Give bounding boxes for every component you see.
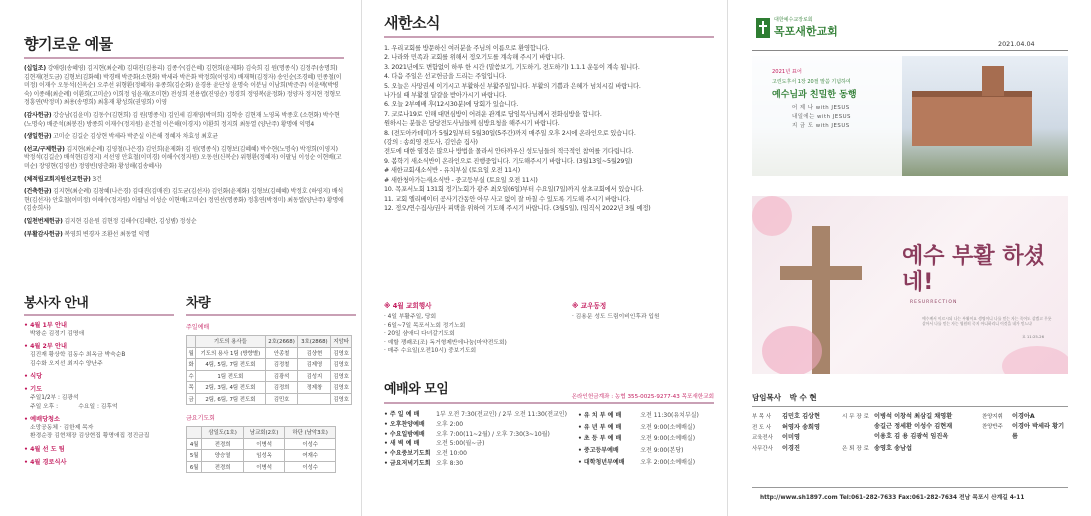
divider [752, 487, 1068, 488]
table-cell: 4팀, 5팀, 7팀 전도회 [196, 359, 266, 371]
table-cell: 이병석 [243, 461, 285, 473]
schedule-item: · 6일~7일 목포서노회 정기노회 [384, 322, 466, 329]
offering-label: (생일헌금) [24, 133, 52, 141]
news-item: 3. 2021년에도 변함없이 하루 한 시간 (말씀보기, 기도하기, 전도하기) 1.1.1 운동이 계속 됩니다. [384, 63, 640, 71]
offering-names: 강승남(김윤미) 김동수(김현희) 김 원(명종식) 김인세 김재영(박미희) 김학송 김현재 노영록 박종호 (소현화) 박수현(노명숙) 배준석(최봉진) 방종희 이재수(정지원) 윤건철 이은해(이경지) 이환희 정지희 최동열 (양난주) 황명애 익명4 [24, 111, 340, 128]
table-cell: 김영호 [331, 393, 352, 405]
worship-time: 오전 9:00(본당) [640, 447, 684, 455]
table-cell [298, 393, 331, 405]
easter-ref: 요 11:25-26 [1022, 334, 1045, 339]
offering-list [24, 65, 344, 239]
left-page [0, 0, 362, 516]
church-photo [752, 56, 1068, 176]
news-item: 6. 오늘 2부예배 후(12시30분)에 당회가 있습니다. [384, 101, 519, 109]
offering-names: 3건 [90, 175, 102, 183]
worship-title: 예배와 모임 [384, 382, 449, 397]
schedule-item: · 4일 부활주일, 당회 [384, 314, 437, 320]
worship-time: 오전 9:00(소예배실) [640, 435, 696, 443]
worship-row [578, 445, 714, 457]
volunteer-head: • 예배당청소 [24, 416, 60, 424]
offering-title: 향기로운 예물 [24, 35, 113, 53]
offering-label: (일천번제헌금) [24, 217, 63, 225]
volunteer-body: 소망공동체 · 김한제 목자 [30, 425, 94, 432]
schedule-item: · 20일 샴애디 다녀갈기도회 [384, 331, 455, 338]
bulletin-date: 2021.04.04 [998, 40, 1035, 48]
worship-row [384, 410, 574, 420]
staff-row [752, 433, 842, 444]
volunteer-body: 주일 오후 : 수요일 : 김후억 [30, 403, 118, 410]
worship-row [384, 439, 574, 449]
table-header: 3호(2868) [298, 336, 331, 348]
offering-names: 김지현 김윤원 김현정 김해수(김혜란, 김성볌) 정성순 [62, 217, 197, 225]
news-item: 원하시는 분들은 담당전도사님들께 심방요청을 해주시기 바랍니다. [384, 120, 560, 128]
fellowship-title: ※ 교우동정 [572, 302, 607, 310]
divider [752, 406, 1068, 407]
volunteer-title: 봉사자 안내 [24, 296, 89, 311]
elder-line: 송길근 정세환 이성수 김현재 [874, 423, 953, 430]
easter-verse: 예수께서 이르시되 나는 부활이요 생명이니 나를 믿는 자는 죽어도 살겠고 무릇 살아서 나를 믿는 자는 영원히 죽지 아니하리니 이것을 네가 믿느냐 [922, 316, 1052, 327]
worship-row [578, 410, 714, 422]
staff-row [752, 423, 842, 434]
staff-table [752, 412, 842, 454]
table-cell: 김민호 [265, 393, 298, 405]
worship-table-left [384, 410, 574, 469]
news-item: # 새한교회새소식반 - 유치부실 (토요일 오전 11시) [384, 167, 520, 175]
volunteer-list [24, 321, 174, 471]
volunteer-body: 환경순장 김현채장 김상현집 황명애집 정진금집 [30, 433, 150, 440]
volunteer-body: 박왕순 김정기 김명애 [30, 331, 85, 337]
schedule-item: · 예할 쟁쾌조(조) 독거형제반에나눔(마약전도회) [384, 339, 507, 346]
news-title: 새한소식 [384, 14, 440, 32]
worship-name: • 수요일밤예배 [384, 430, 425, 438]
worship-name: • 초 등 부 예 배 [578, 435, 622, 443]
table-cell: 1팀 전도회 [196, 370, 266, 382]
vehicle-row [187, 393, 352, 405]
offering-label: (감사헌금) [24, 111, 52, 119]
volunteer-head: • 4월 1부 안내 [24, 322, 67, 329]
table-cell: 목 [187, 382, 196, 394]
offering-block [24, 188, 344, 214]
accomp-label: 찬양반주 [982, 424, 1003, 430]
title-bar [24, 57, 344, 59]
offering-block [24, 176, 344, 185]
news-item: 5. 오늘은 사망권세 이기시고 부활하신 부활주일입니다. 부활의 기쁨과 은혜가 넘치시길 바랍니다. [384, 82, 641, 90]
worship-table-right [578, 410, 714, 469]
fellowship-list [572, 313, 712, 322]
motto-lines [792, 104, 851, 131]
table-cell: 이성수 [285, 461, 336, 473]
news-list [384, 44, 714, 213]
news-item: 7. 코로나19로 인해 대면심방이 어려운 관계로 담임목사님께서 전화심방을 합니다. [384, 110, 602, 118]
staff-role: 교육전사 [752, 435, 773, 441]
cross-beam-horizontal [780, 266, 862, 280]
table-header: 남교회(2호) [243, 427, 285, 439]
table-cell: 김광석 [265, 370, 298, 382]
news-item: 2. 나라와 민족과 교회를 위해서 정오기도를 계속해 주시기 바랍니다. [384, 54, 565, 62]
volunteer-head: • 식당 [24, 373, 43, 381]
table-cell: 4월 [187, 438, 202, 450]
table-cell: 김샹현 [298, 347, 331, 359]
table-cell: 기도의 용사 1팀 (방향별) [196, 347, 266, 359]
table-cell: 안종철 [265, 347, 298, 359]
table-header: 하단 (남악3호) [285, 427, 336, 439]
table-header: 기도의 용사들 [196, 336, 266, 348]
middle-page [362, 0, 728, 516]
schedule-item: · 매주 수요일(오전10시) 중보기도회 [384, 348, 477, 355]
vehicle-sub2: 금요기도회 [186, 415, 215, 422]
news-item: 10. 목포서노회 131회 정기노회가 광주 최오일(6일)부터 수요일(7일)까지 삼초교회에서 있습니다. [384, 186, 644, 194]
table-cell: 2팀, 6팀, 7팀 전도회 [196, 393, 266, 405]
table-cell: 김영호 [331, 359, 352, 371]
vehicle-row [187, 450, 336, 462]
worship-name: • 새 벽 예 배 [384, 440, 420, 448]
worship-row [384, 449, 574, 459]
offering-label: (선교/구제헌금) [24, 145, 65, 153]
vehicle-sub1: 주일예배 [186, 324, 210, 331]
worship-name: • 금요저녁기도회 [384, 459, 431, 467]
news-item: 4. 다음 주일은 선교헌금을 드리는 주일입니다. [384, 73, 507, 81]
account-text: 온라인헌금계좌 : 농협 355-0025-9277-43 목포새한교회 [571, 394, 714, 400]
volunteer-head: • 4월 선 도 팀 [24, 445, 65, 453]
offering-names: 김지현(최순례) 김창혜(나은경) 김대진(김매진) 김도균(김선자) 김인화(윤제화) 김형보(김혜혜) 박정호 (하영지) 배석현(김선자) 안효철(이미정) 이해수(정지원) 이팔님 이성순 이현배(고미순) 정연선(명종화) 정흥연(박정미) 최동열(양난주) 황명애(김송희사) [24, 188, 344, 213]
offering-names: 김지현(최순례) 김영철(나은경) 김인희(윤제화) 김 원(명종식) 김형보(김혜혜) 박수현(노명숙) 박정희(이영지) 박정석(김길순) 배석현(김정지) 서선영 안효철(이미경) 이해수(정지원) 오동선(신복순) 위형환(정혜자) 이팔님 이성순 이현배(고미순) 장영현(김영선) 정영빈(양춘화) 황성해(김송혜사) [24, 145, 342, 170]
denomination: 대한예수교장로회 [774, 17, 813, 23]
table-cell: 김영호 [331, 370, 352, 382]
vehicle-table [186, 335, 352, 405]
vehicle-title: 차량 [186, 296, 211, 311]
worship-time: 오후 7:00(11~2월) / 오후 7:30(3~10월) [436, 430, 550, 438]
volunteer-body: 김진재 황상학 김동수 최옥금 박숙순B [30, 352, 126, 359]
table-cell: 전경희 [202, 438, 244, 450]
table-header [187, 427, 202, 439]
offering-label: (십일조) [24, 65, 46, 72]
motto-line: 어 제 나 with JESUS [792, 105, 850, 111]
worship-row [578, 422, 714, 434]
blossom [762, 326, 822, 374]
news-item: 9. 봄학기 새소식반이 온라인으로 진행중입니다. 기도해주시기 바랍니다. (3월13일~5월29일) [384, 157, 633, 165]
elder-line: 이용호 김 용 김광석 임진옥 [874, 433, 949, 440]
motto-year: 2021년 표어 [772, 69, 802, 75]
motto-line: 지 금 도 with JESUS [792, 123, 850, 129]
church-logo [756, 16, 838, 39]
volunteer-body: 김수화 오지선 최지수 양난주 [30, 360, 103, 367]
church-tower [982, 66, 1004, 96]
right-page [728, 0, 1091, 516]
news-item: 전도에 대한 열정은 많으나 방법을 몰라서 안타까우신 성도님들의 적극적인 참여를 기다립니다. [384, 148, 634, 156]
offering-names: 강애령(송혜영) 김지현(최순례) 김대진(김용리) 김종수(김은혜) 김현희(윤제화) 김숙희 김 원(명종식) 김정주(송명희) 김현재(천도금) 김형보(김화혜) 박경배 박준화(소현화) 박세라 박은화 박정희(이영지) 배재혁(김정자) 송인순(조경혜) 민종철(이미정) 이재수 오동석(신옥순) 오주선 위형환(정혜자) 유종희(김순화) 윤경용 윤단성 윤명숙 이분님 이남희(박준주) 이윤택(박병숙) 이종해(최순례) 이환희(고미순) 이희정 임윤재(조미현) 전성희 전용엽(진영순) 정경희 정영복(윤정화) 정양자 정지현 정형모 정흥연(박정미) 최용(송명희) 최흥재 황성희(권영희) 이영 [24, 65, 342, 107]
footer-contact: http://www.sh1897.com Tel:061-282-7633 Fax:061-282-7634 전남 목포시 산계길 4-11 [760, 495, 1025, 501]
easter-sub: RESURRECTION [910, 300, 958, 305]
worship-time: 오전 9:00(소예배실) [640, 423, 696, 431]
fellowship-item: · 김용문 성도 드림이비인후과 입원 [572, 314, 660, 320]
vehicle-row [187, 359, 352, 371]
volunteer-body: 주일1/2부 : 김광석 [30, 395, 79, 402]
news-item: 12. 정오/연수집사/권사 피택을 위하여 기도해 주시기 바랍니다. (3월5일), (임직식 2022년 3월 예정) [384, 204, 651, 212]
news-item: 나가실 때 부활절 달걀을 받아가시기 바랍니다. [384, 92, 507, 100]
worship-name: • 오후찬양예배 [384, 420, 425, 428]
motto: 예수님과 친밀한 동행 [772, 90, 857, 100]
easter-image [752, 196, 1068, 374]
worship-time: 오전 5:00(월~금) [436, 440, 485, 448]
retired-label: 은 퇴 장 로 [842, 446, 869, 452]
news-item: # 새한청아가는새소식반 - 중고등부실 (토요일 오전 11시) [384, 176, 538, 184]
table-cell: 금 [187, 393, 196, 405]
worship-name: • 중고등부예배 [578, 447, 619, 455]
worship-time: 오전 10:00 [436, 450, 467, 458]
staff-role: 전 도 사 [752, 424, 772, 431]
worship-row [578, 457, 714, 469]
vehicle-row [187, 461, 336, 473]
elders-label: 시 무 장 로 [842, 414, 869, 420]
staff-row [752, 444, 842, 455]
blossom [1002, 346, 1068, 374]
news-item: 1. 우리교회를 방문하신 여러분을 주님의 이름으로 환영합니다. [384, 45, 550, 52]
worship-row [384, 430, 574, 440]
worship-name: • 유 년 부 예 배 [578, 423, 622, 431]
staff-name: 이미영 [782, 434, 800, 441]
table-header [187, 336, 196, 348]
worship-time: 1부 오전 7:30(전교인) / 2부 오전 11:30(전교인) [436, 411, 567, 418]
worship-time: 오후 2:00 [436, 420, 464, 428]
title-bar [186, 314, 356, 316]
schedule-list [384, 313, 559, 356]
honor-label: 찬양지휘 [982, 414, 1003, 420]
worship-row [384, 420, 574, 430]
table-cell: 이성수 [285, 438, 336, 450]
table-cell: 임성옥 [243, 450, 285, 462]
easter-title: 예수 부활 하셨네! [902, 244, 1045, 295]
table-cell: 김성지 [298, 370, 331, 382]
divider [752, 50, 1068, 51]
staff-role: 사무간사 [752, 445, 773, 452]
church-name: 목포새한교회 [774, 25, 838, 38]
offering-block [24, 231, 344, 240]
worship-time: 오후 8:30 [436, 459, 464, 467]
table-cell: 여재수 [285, 450, 336, 462]
worship-row [384, 459, 574, 469]
table-cell: 수 [187, 370, 196, 382]
worship-time: 오후 2:00(소예배실) [640, 458, 696, 466]
honor-name: 이경아A [1012, 413, 1035, 420]
offering-block [24, 146, 344, 172]
table-cell: 김제영 [298, 359, 331, 371]
offering-label: (체적립교회지원선교헌금) [24, 175, 91, 183]
vehicle-row [187, 382, 352, 394]
vehicle-row [187, 370, 352, 382]
title-bar [384, 36, 714, 38]
table-header: 2호(2668) [265, 336, 298, 348]
table-cell: 김영호 [331, 382, 352, 394]
pastor-name: 박 수 현 [789, 393, 817, 402]
table-header: 지암타 [331, 336, 352, 348]
offering-block [24, 112, 344, 129]
accomp-name: 이경아 박세라 황기름 [1012, 423, 1065, 440]
table-cell: 6월 [187, 461, 202, 473]
offering-label: (건축헌금) [24, 188, 52, 196]
staff-row [752, 412, 842, 423]
cross-icon [756, 18, 770, 38]
staff-name: 이경진 [782, 444, 800, 452]
vehicle-row [187, 347, 352, 359]
worship-name: • 주 일 예 배 [384, 411, 420, 418]
worship-name: • 유 치 부 예 배 [578, 411, 622, 419]
worship-row [578, 434, 714, 446]
volunteer-head: • 4월 2부 안내 [24, 343, 67, 351]
table-cell: 이병석 [243, 438, 285, 450]
table-cell: 화 [187, 359, 196, 371]
offering-names: 복영희 변경자 조환선 최동열 익명 [62, 230, 150, 238]
motto-sub: 고린도후서 1장 20절 말씀 기념하여 [772, 79, 851, 85]
table-cell: 김영호 [331, 347, 352, 359]
offering-names: 고미순 김길순 김상현 박세라 박준실 이은해 정혜자 차효성 최호균 [51, 133, 218, 141]
worship-name: • 대학청년부예배 [578, 458, 625, 466]
offering-block [24, 65, 344, 108]
table-cell: 김정철 [265, 359, 298, 371]
worship-name: • 수요중보기도회 [384, 450, 431, 458]
table-cell: 2팀, 3팀, 4팀 전도회 [196, 382, 266, 394]
table-cell: 양승열 [202, 450, 244, 462]
table-cell: 5월 [187, 450, 202, 462]
volunteer-head: • 기도 [24, 386, 43, 394]
news-item: (강의 : 송희영 전도사, 김인순 집사) [384, 139, 478, 147]
title-bar [24, 314, 174, 316]
offering-label: (부활감사헌금) [24, 230, 63, 238]
table-cell: 정제창 [298, 382, 331, 394]
table-cell: 전경희 [202, 461, 244, 473]
schedule-title: ※ 4월 교회행사 [384, 302, 432, 310]
news-item: 8. (전도아카데미)가 5월2일부터 5월30일(5주간)까지 매주일 오후 2시에 온라인으로 있습니다. [384, 129, 636, 137]
elders-list [874, 412, 952, 442]
retired-names: 송영호 송남섭 [874, 445, 913, 452]
title-bar [384, 402, 714, 404]
offering-block [24, 218, 344, 227]
staff-role: 부 목 사 [752, 414, 772, 420]
blossom [752, 196, 792, 236]
worship-time: 오전 11:30(유치부실) [640, 411, 699, 419]
church-building [912, 91, 1032, 146]
motto-line: 내일에는 with JESUS [792, 114, 851, 120]
offering-block [24, 133, 344, 142]
vehicle-table-friday [186, 426, 336, 473]
staff-name: 김민호 김상현 [782, 413, 821, 420]
table-header: 삼일도(1호) [202, 427, 244, 439]
staff-name: 허영자 송희영 [782, 423, 821, 431]
volunteer-head: • 4월 경로식사 [24, 458, 67, 466]
news-item: 11. 교회 엘리베이터 공사기간동안 아무 사고 없이 잘 마칠 수 있도록 기도해 주시기 바랍니다. [384, 195, 631, 203]
pastor-label: 담임목사 [752, 393, 781, 402]
vehicle-row [187, 438, 336, 450]
elder-line: 이병석 이창석 최삼길 채영환 [874, 413, 953, 420]
table-cell: 월 [187, 347, 196, 359]
table-cell: 김정희 [265, 382, 298, 394]
